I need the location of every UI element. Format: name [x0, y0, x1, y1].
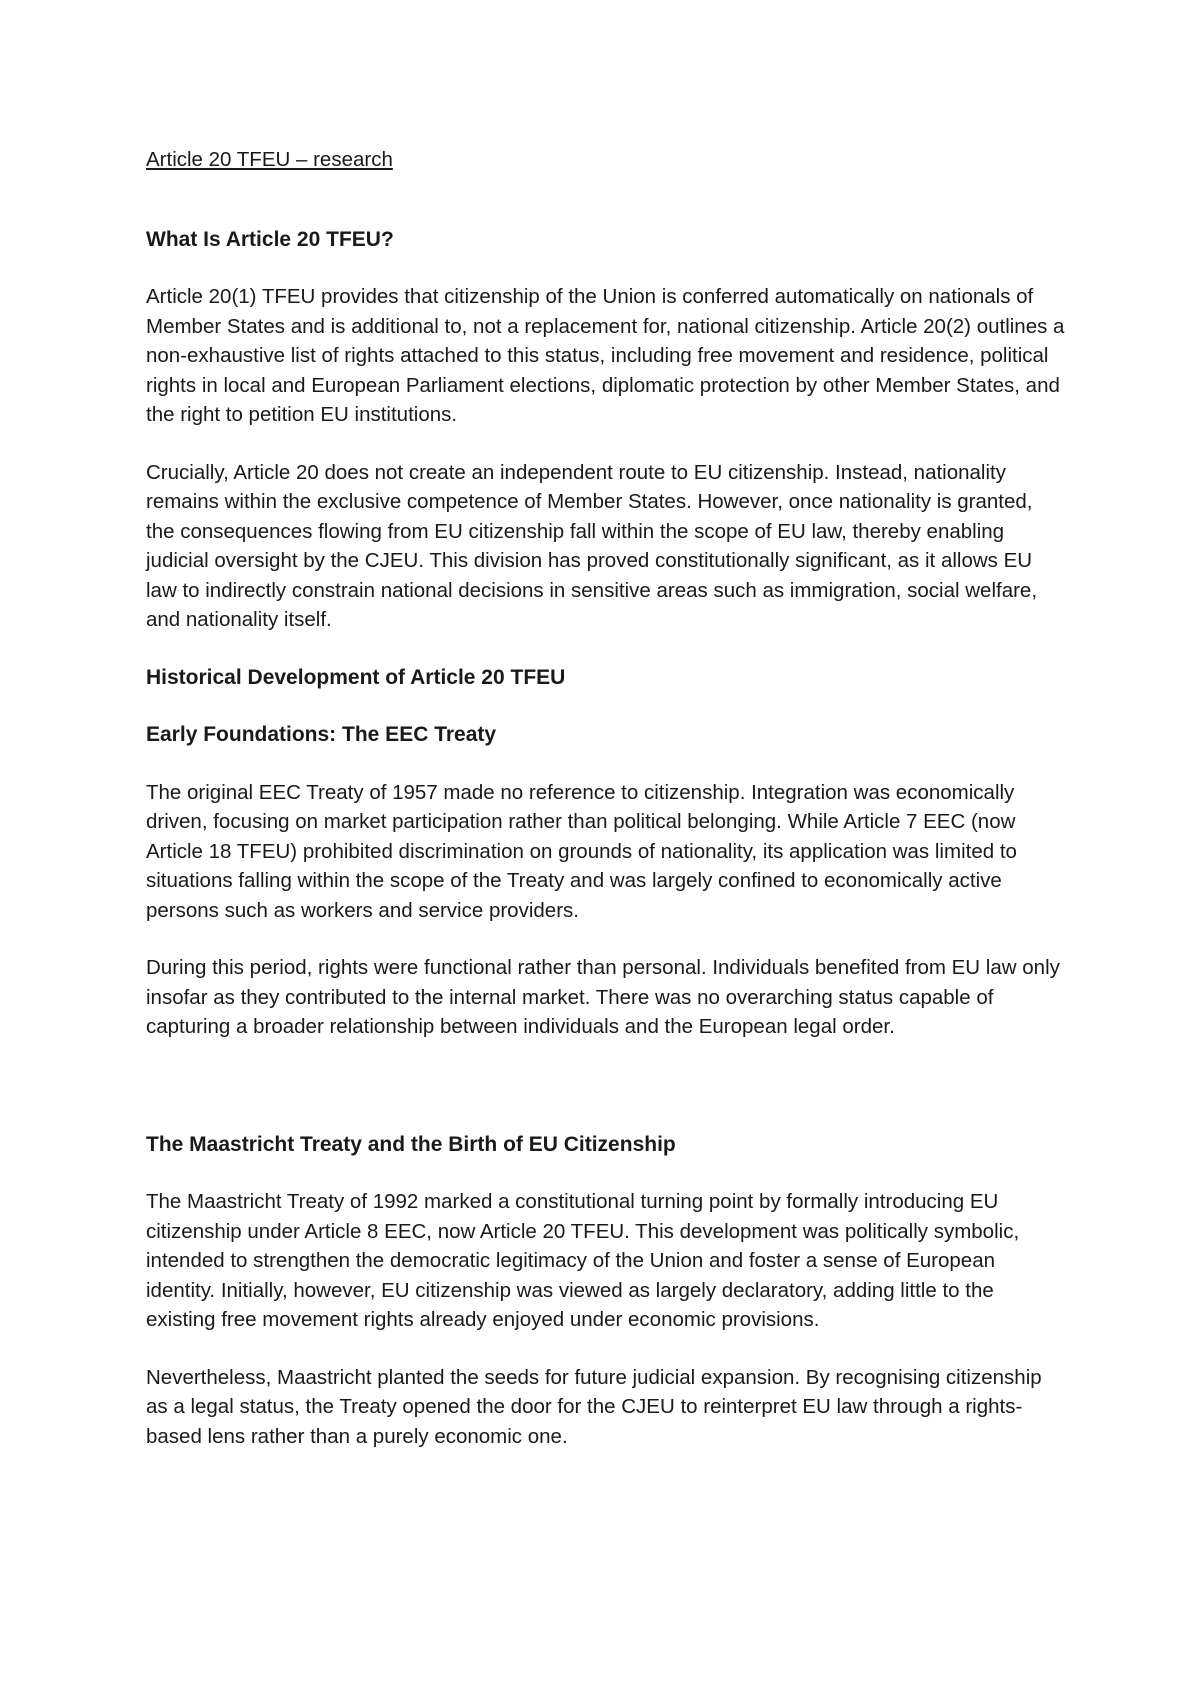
document-body	[146, 145, 1066, 1451]
paragraph: During this period, rights were functional rather than personal. Individuals benefited from EU law only insofar as they contributed to the internal market. There was no overarching status capable of capturing a broader relationship between individuals and the European legal order.	[146, 956, 1060, 1038]
document-title: Article 20 TFEU – research	[146, 148, 393, 171]
heading-maastricht-treaty: The Maastricht Treaty and the Birth of EU Citizenship	[146, 1132, 676, 1156]
paragraph: Nevertheless, Maastricht planted the seeds for future judicial expansion. By recognising citizenship as a legal status, the Treaty opened the door for the CJEU to reinterpret EU law through a rights-based lens rather than a purely economic one.	[146, 1365, 1042, 1448]
paragraph: The Maastricht Treaty of 1992 marked a constitutional turning point by formally introducing EU citizenship under Article 8 EEC, now Article 20 TFEU. This development was politically symbolic, intended to strengthen the democratic legitimacy of the Union and foster a sense of European identity. Initially, however, EU citizenship was viewed as largely declaratory, adding little to the existing free movement rights already enjoyed under economic provisions.	[146, 1190, 1020, 1331]
paragraph: The original EEC Treaty of 1957 made no reference to citizenship. Integration was economically driven, focusing on market participation rather than political belonging. While Article 7 EEC (now Article 18 TFEU) prohibited discrimination on grounds of nationality, its application was limited to situations falling within the scope of the Treaty and was largely confined to economically active persons such as workers and service providers.	[146, 780, 1017, 922]
heading-historical-development: Historical Development of Article 20 TFEU	[146, 665, 566, 689]
heading-what-is-article-20: What Is Article 20 TFEU?	[146, 227, 394, 251]
paragraph: Article 20(1) TFEU provides that citizenship of the Union is conferred automatically on nationals of Member States and is additional to, not a replacement for, national citizenship. Article 20(2) outlines a non-exhaustive list of rights attached to this status, including free movement and residence, political rights in local and European Parliament elections, diplomatic protection by other Member States, and the right to petition EU institutions.	[146, 285, 1065, 426]
paragraph: Crucially, Article 20 does not create an independent route to EU citizenship. Instead, nationality remains within the exclusive competence of Member States. However, once nationality is granted, the consequences flowing from EU citizenship fall within the scope of EU law, thereby enabling judicial oversight by the CJEU. This division has proved constitutionally significant, as it allows EU law to indirectly constrain national decisions in sensitive areas such as immigration, social welfare, and nationality itself.	[146, 460, 1038, 631]
heading-early-foundations: Early Foundations: The EEC Treaty	[146, 723, 497, 746]
